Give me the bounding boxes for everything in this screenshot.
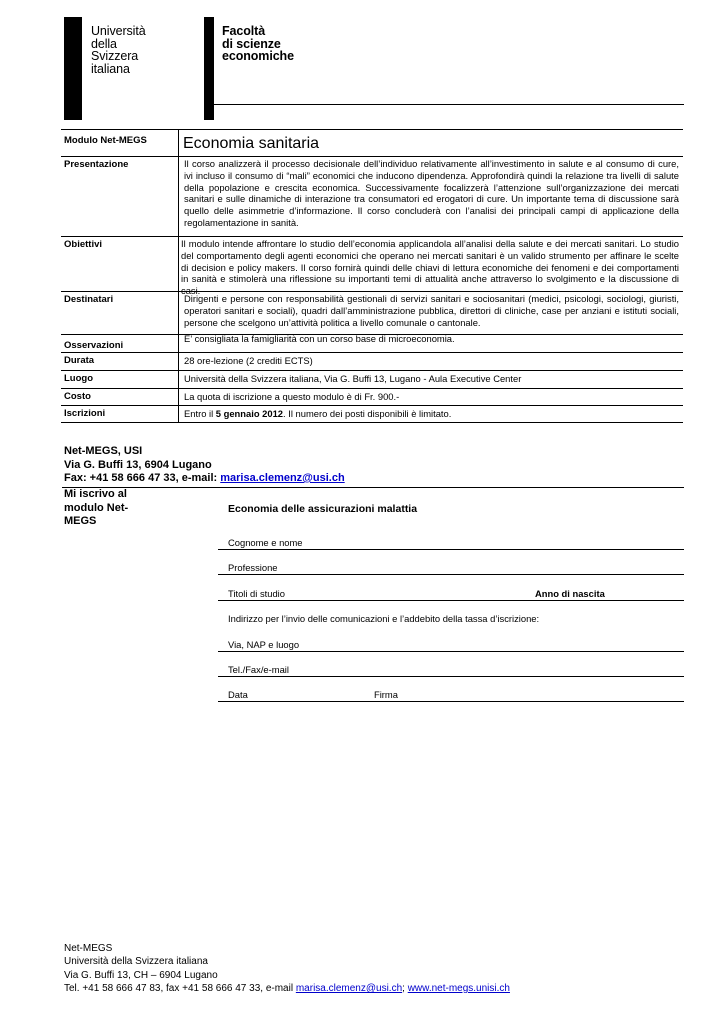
row-text: E’ consigliata la famigliarità con un corso base di microeconomia. (184, 333, 455, 344)
iscrizioni-text-before: Entro il (184, 408, 216, 419)
column-divider (178, 371, 179, 388)
column-divider (178, 130, 179, 156)
table-row-costo (61, 388, 683, 405)
university-line: italiana (91, 61, 130, 76)
profession-field[interactable] (218, 574, 684, 575)
street-field[interactable] (218, 651, 684, 652)
footer-website-link[interactable]: www.net-megs.unisi.ch (407, 982, 510, 994)
column-divider (178, 353, 179, 370)
logo-bar-right (204, 17, 214, 120)
faculty-line: Facoltà (222, 24, 266, 38)
row-label: Iscrizioni (64, 408, 106, 419)
signature-field-label: Firma (374, 689, 398, 700)
faculty-logo-text (222, 25, 294, 63)
form-top-rule (62, 487, 684, 488)
footer (64, 942, 510, 995)
footer-line: Università della Svizzera italiana (64, 956, 208, 968)
table-row-title (61, 129, 683, 156)
university-logo-text (91, 25, 146, 75)
table-row-luogo (61, 370, 683, 388)
contact-field-label: Tel./Fax/e-mail (228, 664, 289, 675)
row-text: La quota di iscrizione a questo modulo è di Fr. 900.- (184, 391, 400, 402)
column-divider (178, 335, 179, 352)
name-field[interactable] (218, 549, 684, 550)
course-name: Economia delle assicurazioni malattia (228, 503, 418, 515)
module-title: Economia sanitaria (183, 135, 320, 152)
row-text: Università della Svizzera italiana, Via G. Buffi 13, Lugano - Aula Executive Center (184, 373, 522, 384)
logo-bar-left (64, 17, 82, 120)
faculty-line: economiche (222, 49, 294, 64)
profession-field-label: Professione (228, 562, 278, 573)
faculty-line: di scienze (222, 36, 281, 51)
row-label: Costo (64, 391, 91, 402)
iscrizioni-text-after: . Il numero dei posti disponibili è limitato. (283, 408, 452, 419)
column-divider (178, 237, 179, 291)
module-table (61, 129, 683, 423)
iscrizioni-date: 5 gennaio 2012 (215, 408, 284, 419)
row-label: Luogo (64, 373, 94, 384)
date-field-label: Data (228, 689, 248, 700)
enroll-label: Mi iscrivo al modulo Net-MEGS (64, 488, 129, 527)
row-text: Il corso analizzerà il processo decisionale dell’individuo relativamente all’investimento in salute e al consumo di cure, ivi incluso il consumo di “mali” economici che inducono dipendenza. Approfondirà quindi la relazione tra livelli di salute della popolazione e crescita economica. Successivamente focalizzerà l’attenzione sull’organizzazione dei mercati sanitari e sulle dinamiche di interazione tra consumatori ed erogatori di cure. Un importante tema di discussione sarà quello delle asimmetrie d’informazione. Il corso concluderà con l’analisi dei principali campi di applicazione della regolamentazione in sanità. (184, 158, 679, 228)
row-label: Osservazioni (64, 340, 124, 351)
table-row-presentazione (61, 156, 683, 236)
column-divider (178, 406, 179, 422)
university-line: Università (91, 24, 146, 38)
footer-separator: ; (402, 982, 408, 994)
table-row-destinatari (61, 291, 683, 334)
module-label: Modulo Net-MEGS (64, 135, 147, 146)
footer-email-link[interactable]: marisa.clemenz@usi.ch (295, 982, 403, 994)
header-rule (214, 104, 684, 105)
footer-line (64, 982, 510, 995)
street-field-label: Via, NAP e luogo (228, 639, 300, 650)
contact-email-link[interactable]: marisa.clemenz@usi.ch (220, 472, 345, 484)
table-row-durata (61, 352, 683, 370)
table-row-obiettivi (61, 236, 683, 297)
contact-line (64, 472, 345, 486)
date-signature-field[interactable] (218, 701, 684, 702)
row-label: Destinatari (64, 294, 114, 305)
column-divider (178, 389, 179, 405)
titles-field-label: Titoli di studio (228, 588, 285, 599)
name-field-label: Cognome e nome (228, 537, 303, 548)
row-label: Durata (64, 355, 95, 366)
row-label: Presentazione (64, 159, 129, 170)
university-line: Svizzera (91, 49, 139, 64)
contact-fax: Fax: +41 58 666 47 33, e-mail: (64, 472, 221, 484)
row-text: 28 ore-lezione (2 crediti ECTS) (184, 355, 313, 366)
row-label: Obiettivi (64, 239, 103, 250)
address-note: Indirizzo per l’invio delle comunicazioni e l’addebito della tassa d’iscrizione: (228, 613, 540, 624)
row-text: Dirigenti e persone con responsabilità gestionali di servizi sanitari e sociosanitari (medici, psicologi, sociologi, giuristi, operatori sanitari e sociali), quadri dall’amministrazione pubblica, direttori di cliniche, case per anziani e istituti sociali, persone che scelgono un’attività politica a livello comunale o cantonale. (184, 293, 679, 328)
footer-line: Via G. Buffi 13, CH – 6904 Lugano (64, 969, 218, 981)
contact-line: Net-MEGS, USI (64, 445, 143, 457)
footer-phone: Tel. +41 58 666 47 83, fax +41 58 666 47 33, e-mail (64, 982, 296, 994)
university-line: della (91, 36, 117, 51)
row-text: Il modulo intende affrontare lo studio dell’economia applicandola all’analisi della salute e dei mercati sanitari. Lo studio del comportamento degli agenti economici che operano nei mercati sanitari è un valido strumento per affinare le scelte di decision e policy makers. Il corso fornirà quindi delle chiavi di lettura economiche dei fenomeni e dei comportamenti in sanità e stimolerà una riflessione su importanti temi di attualità anche attraverso lo svolgimento e la discussione di casi. (181, 238, 679, 297)
contact-block (64, 445, 345, 486)
contact-field[interactable] (218, 676, 684, 677)
birth-year-field-label: Anno di nascita (535, 588, 605, 599)
footer-line: Net-MEGS (64, 943, 113, 954)
titles-field[interactable] (218, 600, 684, 601)
column-divider (178, 292, 179, 334)
row-text (184, 408, 679, 420)
table-row-iscrizioni (61, 405, 683, 423)
column-divider (178, 157, 179, 236)
contact-line: Via G. Buffi 13, 6904 Lugano (64, 458, 212, 471)
table-row-osservazioni (61, 334, 683, 352)
